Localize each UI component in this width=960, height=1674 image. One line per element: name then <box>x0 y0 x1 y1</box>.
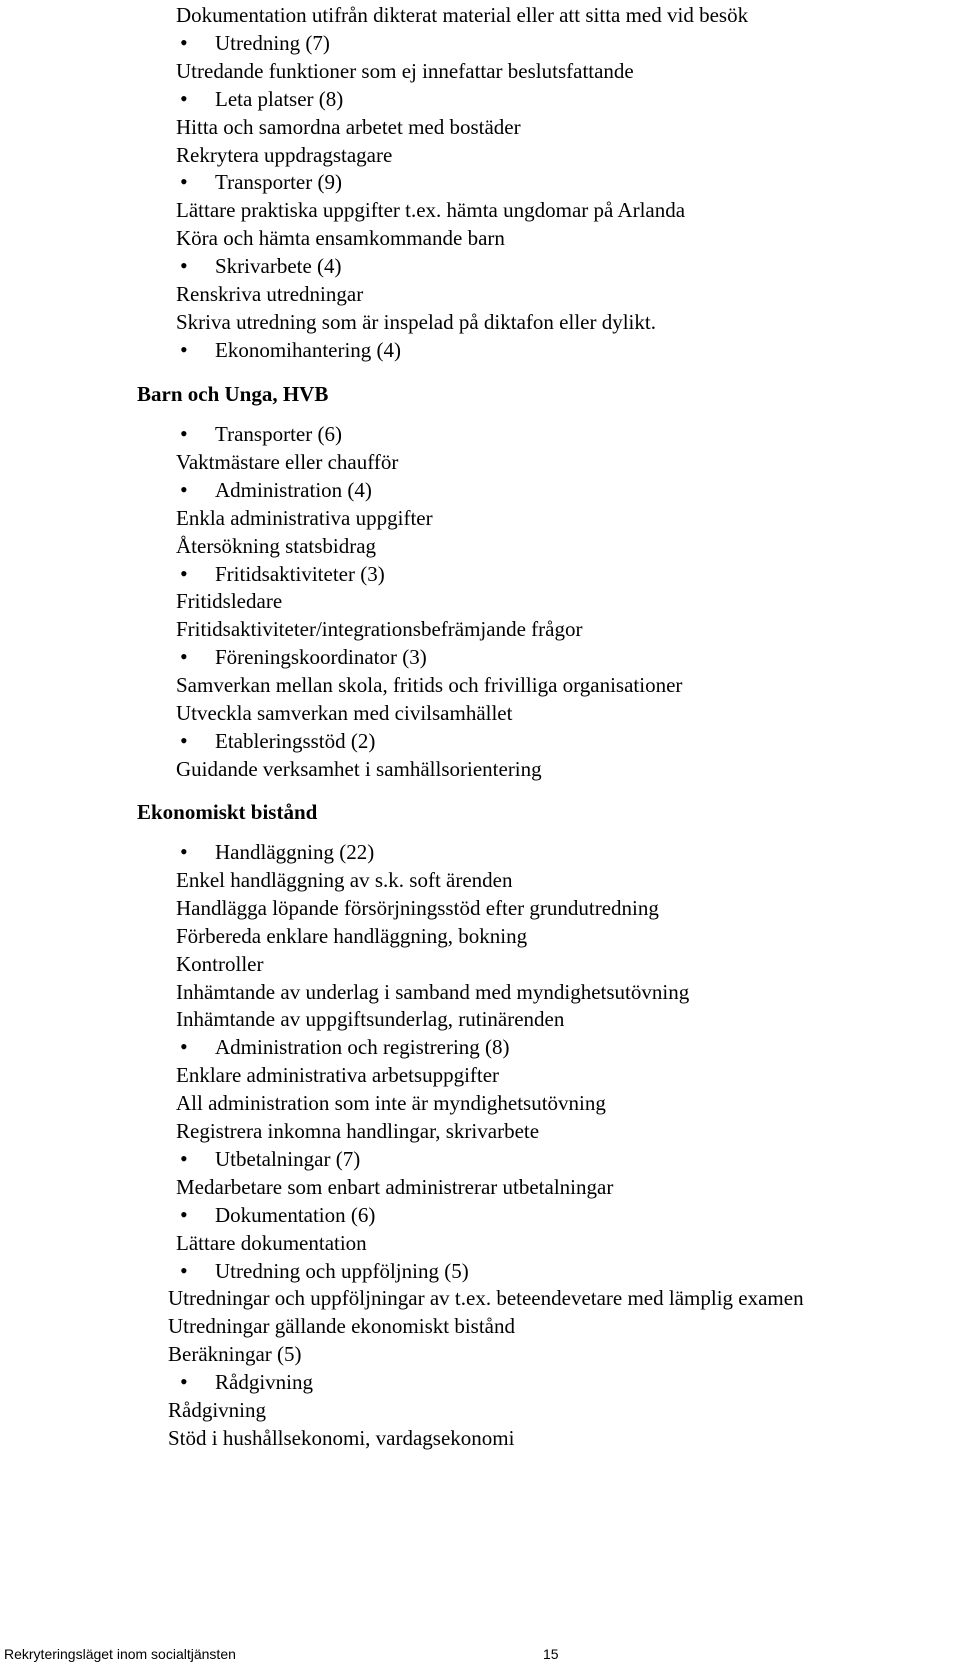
bullet-icon: • <box>180 85 188 111</box>
text-line: Handlägga löpande försörjningsstöd efter grundutredning <box>176 895 659 920</box>
text-line: Fritidsledare <box>176 589 283 614</box>
bullet-item: Transporter (9) <box>215 170 342 195</box>
text-line: All administration som inte är myndighetsutövning <box>176 1091 606 1116</box>
bullet-item: Administration och registrering (8) <box>215 1035 510 1060</box>
text-line: Kontroller <box>176 951 264 976</box>
text-line: Fritidsaktiviteter/integrationsbefrämjande frågor <box>176 617 583 642</box>
text-line: Utveckla samverkan med civilsamhället <box>176 701 513 725</box>
text-line: Vaktmästare eller chaufför <box>176 449 399 474</box>
text-line: Förbereda enklare handläggning, bokning <box>176 923 528 948</box>
text-line: Guidande verksamhet i samhällsorientering <box>176 756 542 781</box>
section-heading: Ekonomiskt bistånd <box>137 800 318 824</box>
bullet-icon: • <box>180 1369 188 1395</box>
text-line: Lättare praktiska uppgifter t.ex. hämta ungdomar på Arlanda <box>176 198 686 223</box>
bullet-item: Administration (4) <box>215 477 372 502</box>
bullet-icon: • <box>180 169 188 195</box>
bullet-icon: • <box>180 421 188 446</box>
bullet-item: Skrivarbete (4) <box>215 254 342 279</box>
text-line: Inhämtande av underlag i samband med myndighetsutövning <box>176 979 690 1004</box>
bullet-item: Föreningskoordinator (3) <box>215 645 427 670</box>
bullet-icon: • <box>180 1257 188 1283</box>
text-line: Hitta och samordna arbetet med bostäder <box>176 114 521 139</box>
text-line: Rekrytera uppdragstagare <box>176 142 393 167</box>
text-line: Enklare administrativa arbetsuppgifter <box>176 1063 500 1088</box>
text-line: Enkel handläggning av s.k. soft ärenden <box>176 867 513 892</box>
bullet-item: Etableringsstöd (2) <box>215 728 376 753</box>
bullet-icon: • <box>180 476 188 502</box>
bullet-item: Fritidsaktiviteter (3) <box>215 561 385 586</box>
text-line: Inhämtande av uppgiftsunderlag, rutinärenden <box>176 1007 565 1032</box>
text-line: Enkla administrativa uppgifter <box>176 505 433 530</box>
text-line: Registrera inkomna handlingar, skrivarbete <box>176 1119 540 1143</box>
bullet-item: Handläggning (22) <box>215 840 375 864</box>
text-line: Stöd i hushållsekonomi, vardagsekonomi <box>168 1425 515 1450</box>
bullet-item: Ekonomihantering (4) <box>215 337 402 362</box>
bullet-item: Transporter (6) <box>215 422 342 446</box>
bullet-item: Rådgivning <box>215 1370 313 1395</box>
bullet-icon: • <box>180 839 188 864</box>
text-line: Samverkan mellan skola, fritids och frivilliga organisationer <box>176 673 683 698</box>
text-line: Dokumentation utifrån dikterat material eller att sitta med vid besök <box>176 3 749 27</box>
bullet-icon: • <box>180 1034 188 1060</box>
bullet-item: Utredning (7) <box>215 30 330 55</box>
section-heading: Barn och Unga, HVB <box>137 382 329 406</box>
text-line: Utredningar gällande ekonomiskt bistånd <box>168 1314 516 1339</box>
bullet-icon: • <box>180 29 188 55</box>
bullet-item: Dokumentation (6) <box>215 1202 376 1227</box>
bullet-item: Utredning och uppföljning (5) <box>215 1258 469 1283</box>
page-number: 15 <box>543 1646 559 1662</box>
text-line: Utredningar och uppföljningar av t.ex. beteendevetare med lämplig examen <box>168 1286 804 1311</box>
bullet-icon: • <box>180 253 188 279</box>
footer-title: Rekryteringsläget inom socialtjänsten <box>4 1646 236 1662</box>
bullet-icon: • <box>180 336 188 362</box>
text-line: Skriva utredning som är inspelad på diktafon eller dylikt. <box>176 309 656 334</box>
text-line: Renskriva utredningar <box>176 282 364 306</box>
text-line: Köra och hämta ensamkommande barn <box>176 226 505 251</box>
bullet-icon: • <box>180 560 188 586</box>
text-line: Lättare dokumentation <box>176 1230 367 1255</box>
bullet-icon: • <box>180 644 188 670</box>
bullet-item: Utbetalningar (7) <box>215 1146 361 1171</box>
bullet-item: Leta platser (8) <box>215 86 344 111</box>
text-line: Återsökning statsbidrag <box>176 533 377 558</box>
text-line: Beräkningar (5) <box>168 1342 302 1367</box>
bullet-icon: • <box>180 1145 188 1171</box>
text-line: Utredande funktioner som ej innefattar beslutsfattande <box>176 58 634 83</box>
bullet-icon: • <box>180 727 188 753</box>
text-line: Medarbetare som enbart administrerar utbetalningar <box>176 1174 614 1199</box>
bullet-icon: • <box>180 1201 188 1227</box>
text-line: Rådgivning <box>168 1398 266 1422</box>
